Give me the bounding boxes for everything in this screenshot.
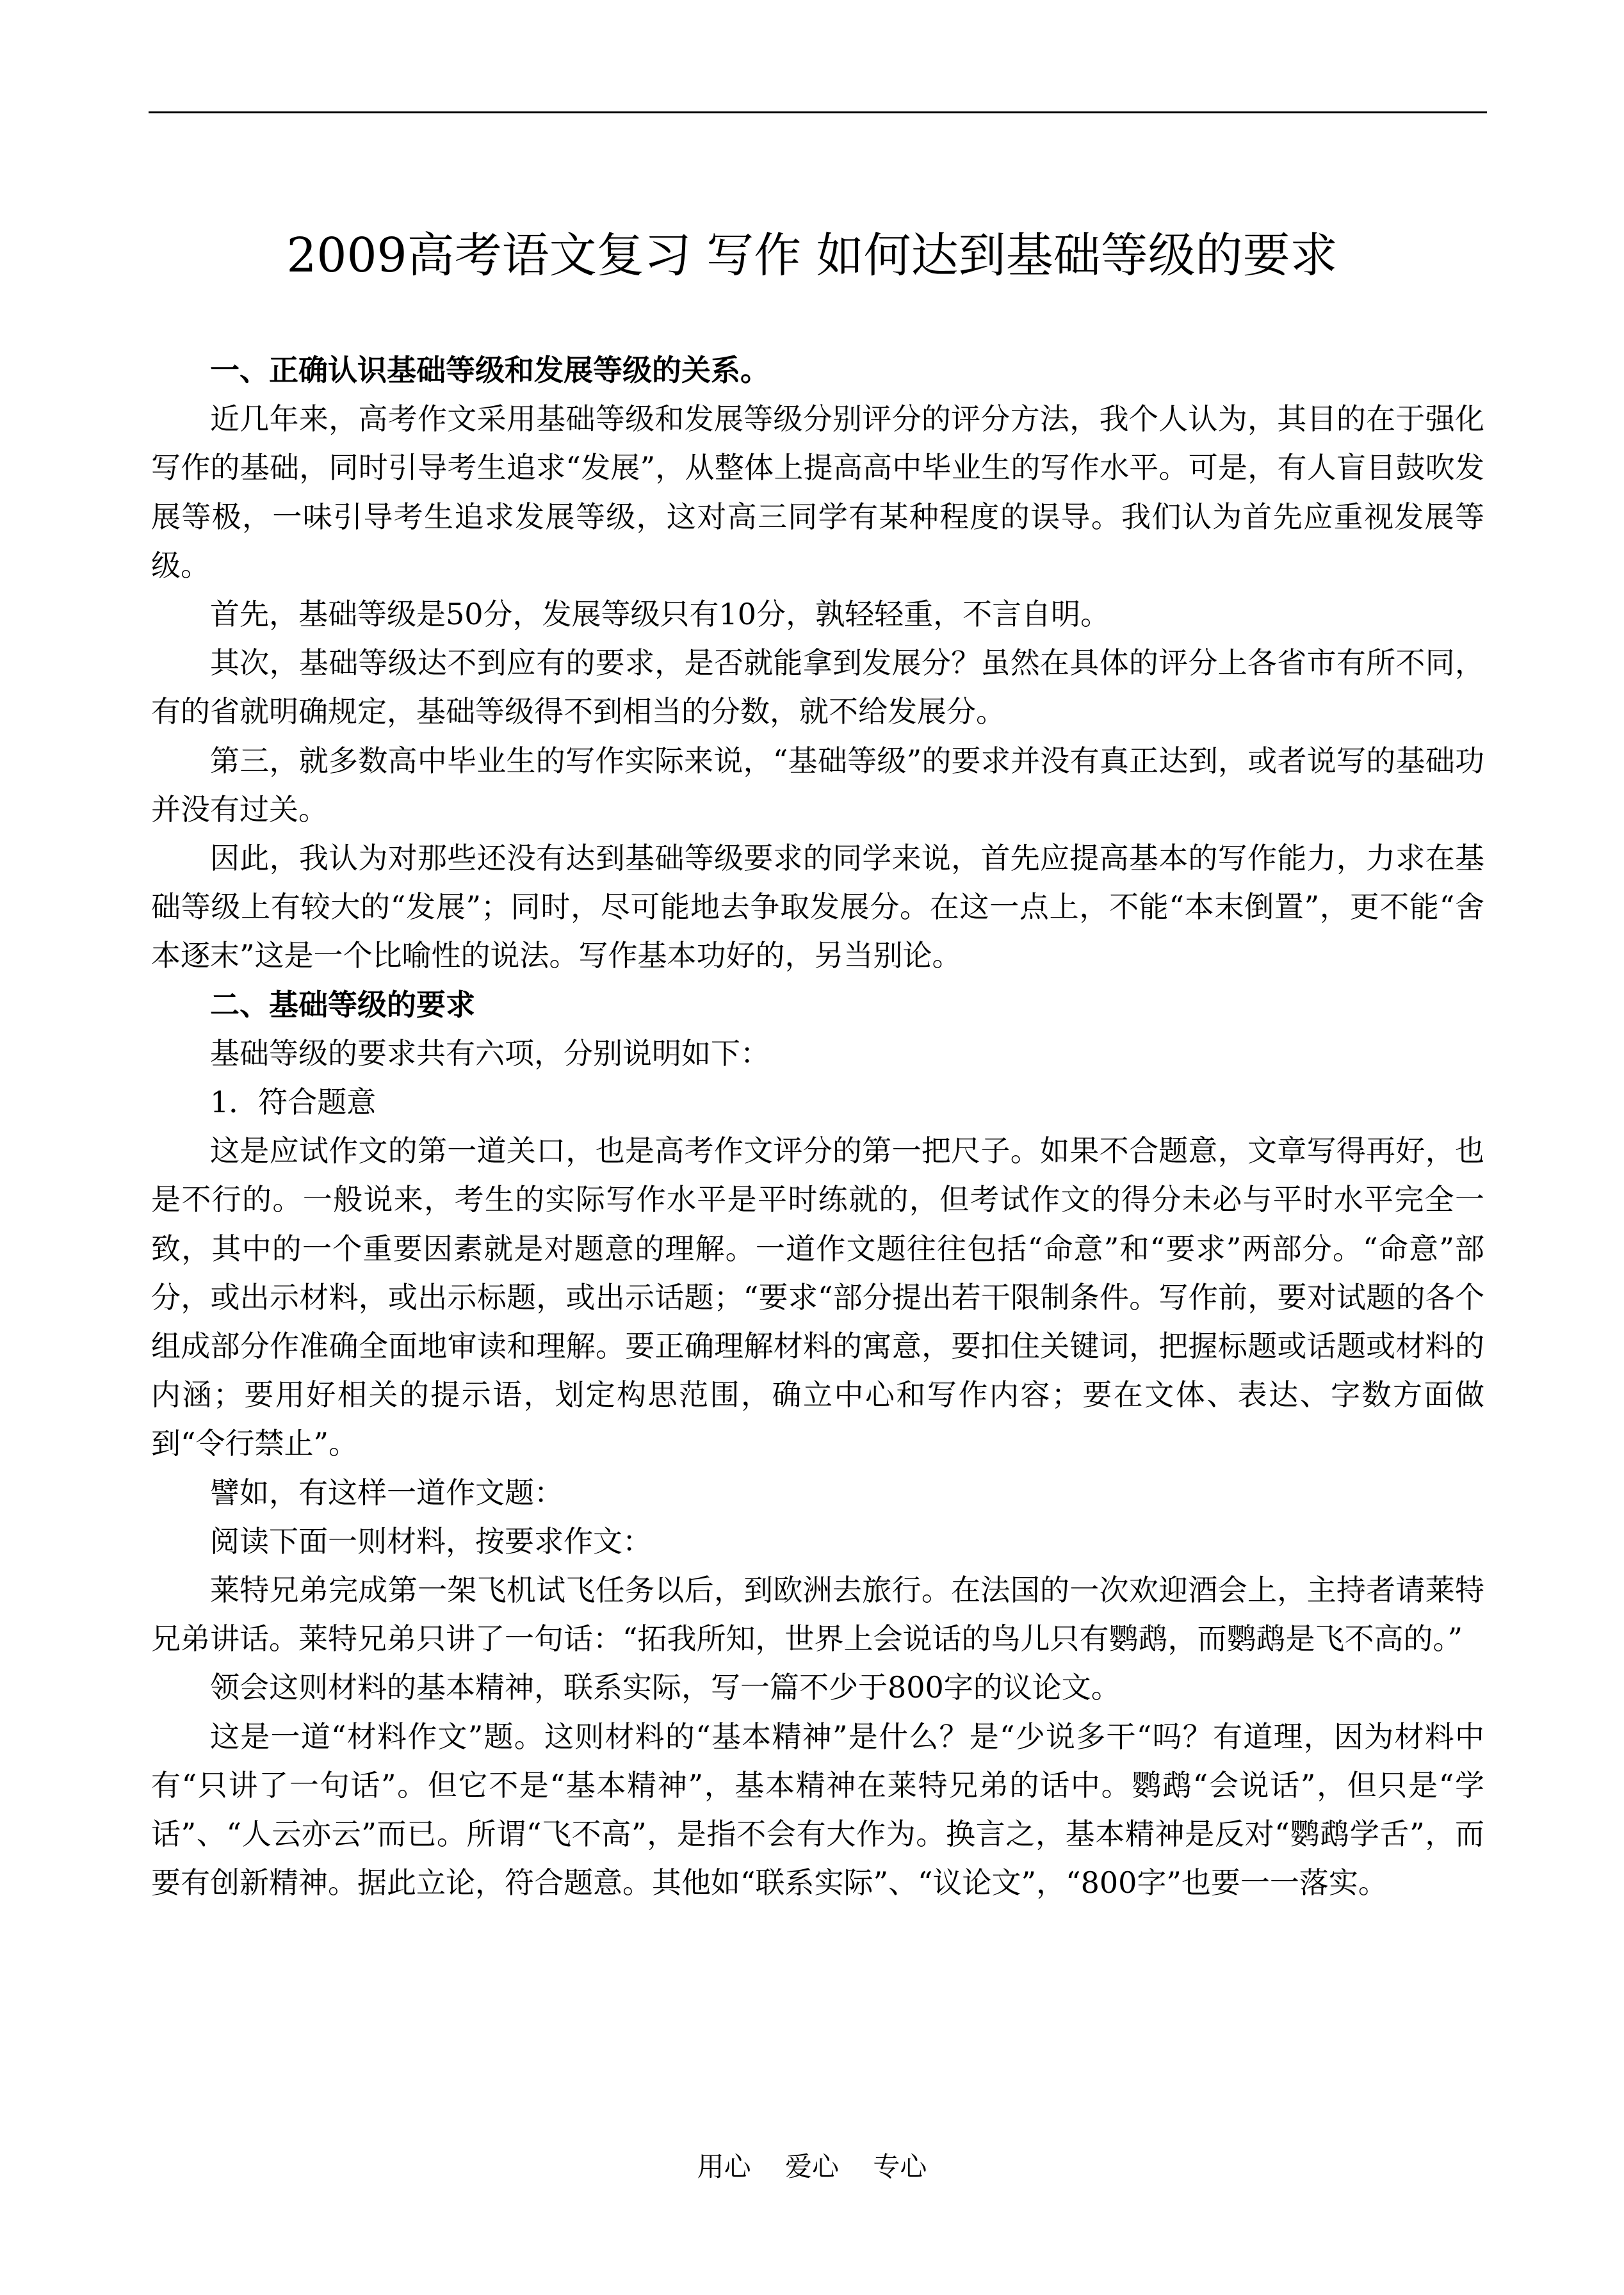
paragraph: 因此，我认为对那些还没有达到基础等级要求的同学来说，首先应提高基本的写作能力，力求在基础等级上有较大的“发展”；同时，尽可能地去争取发展分。在这一点上，不能“本末倒置”，更不能“舍本逐末”这是一个比喻性的说法。写作基本功好的，另当别论。: [151, 841, 1484, 973]
paragraph: 这是一道“材料作文”题。这则材料的“基本精神”是什么？是“少说多干“吗？有道理，因为材料中有“只讲了一句话”。但它不是“基本精神”，基本精神在莱特兄弟的话中。鹦鹉“会说话”，但只是“学话”、“人云亦云”而已。所谓“飞不高”，是指不会有大作为。换言之，基本精神是反对“鹦鹉学舌”，而要有创新精神。据此立论，符合题意。其他如“联系实际”、“议论文”，“800字”也要一一落实。: [151, 1719, 1484, 1901]
section-heading-1: 一、正确认识基础等级和发展等级的关系。: [210, 353, 770, 387]
paragraph: 首先，基础等级是50分，发展等级只有10分，孰轻轻重，不言自明。: [210, 597, 1110, 632]
section-heading-2: 二、基础等级的要求: [210, 987, 475, 1022]
paragraph: 其次，基础等级达不到应有的要求，是否就能拿到发展分？虽然在具体的评分上各省市有所不同，有的省就明确规定，基础等级得不到相当的分数，就不给发展分。: [151, 645, 1484, 729]
paragraph: 这是应试作文的第一道关口，也是高考作文评分的第一把尺子。如果不合题意，文章写得再好，也是不行的。一般说来，考生的实际写作水平是平时练就的，但考试作文的得分未必与平时水平完全一致，其中的一个重要因素就是对题意的理解。一道作文题往往包括“命意”和“要求”两部分。“命意”部分，或出示材料，或出示标题，或出示话题；“要求“部分提出若干限制条件。写作前，要对试题的各个组成部分作准确全面地审读和理解。要正确理解材料的寓意，要扣住关键词，把握标题或话题或材料的内涵；要用好相关的提示语，划定构思范围，确立中心和写作内容；要在文体、表达、字数方面做到“令行禁止”。: [151, 1133, 1484, 1461]
paragraph: 基础等级的要求共有六项，分别说明如下：: [210, 1035, 770, 1071]
page-footer: 用心 爱心 专心: [697, 2151, 927, 2182]
paragraph: 近几年来，高考作文采用基础等级和发展等级分别评分的评分方法，我个人认为，其目的在于强化写作的基础，同时引导考生追求“发展”，从整体上提高高中毕业生的写作水平。可是，有人盲目鼓吹发展等极，一味引导考生追求发展等级，这对高三同学有某种程度的误导。我们认为首先应重视发展等级。: [151, 401, 1484, 583]
document-body: [151, 346, 1484, 1908]
paragraph: 阅读下面一则材料，按要求作文：: [210, 1523, 652, 1559]
page-title: 2009高考语文复习 写作 如何达到基础等级的要求: [286, 228, 1338, 283]
header-rule: [149, 111, 1487, 113]
paragraph: 第三，就多数高中毕业生的写作实际来说，“基础等级”的要求并没有真正达到，或者说写的基础功并没有过关。: [151, 743, 1484, 827]
paragraph: 领会这则材料的基本精神，联系实际，写一篇不少于800字的议论文。: [210, 1670, 1121, 1705]
paragraph: 莱特兄弟完成第一架飞机试飞任务以后，到欧洲去旅行。在法国的一次欢迎酒会上，主持者请莱特兄弟讲话。莱特兄弟只讲了一句话：“拓我所知，世界上会说话的鸟儿只有鹦鹉，而鹦鹉是飞不高的。”: [151, 1573, 1484, 1657]
subsection-heading: 1．符合题意: [210, 1085, 377, 1120]
paragraph: 譬如，有这样一道作文题：: [210, 1475, 564, 1510]
